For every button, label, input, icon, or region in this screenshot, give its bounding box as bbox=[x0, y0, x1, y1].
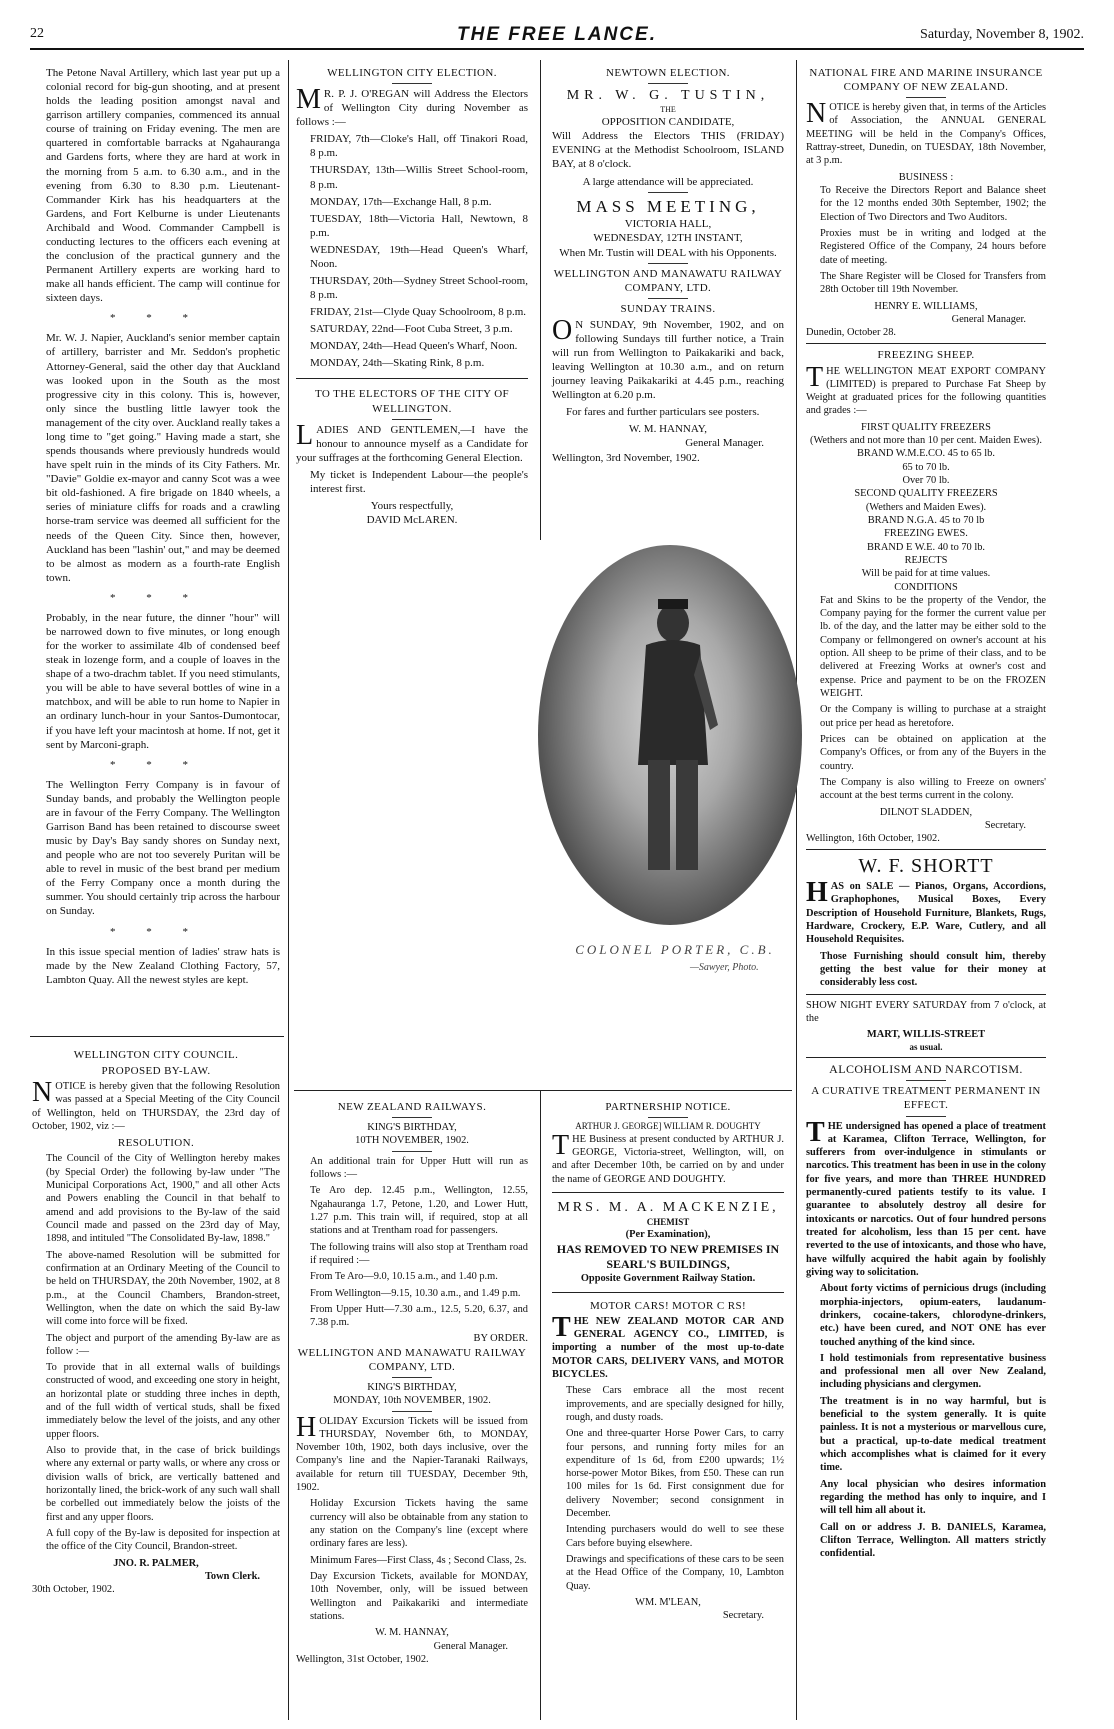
separator-stars: * * * bbox=[110, 591, 202, 604]
signatory-role: General Manager. bbox=[951, 313, 1026, 325]
schedule-item: TUESDAY, 18th—Victoria Hall, Newtown, 8 p.m. bbox=[310, 212, 528, 239]
partner-names: ARTHUR J. GEORGE] WILLIAM R. DOUGHTY bbox=[575, 1121, 761, 1132]
signatory-role: Secretary. bbox=[722, 1610, 764, 1622]
notice-title: WELLINGTON CITY COUNCIL. bbox=[73, 1049, 239, 1061]
grade-title: SECOND QUALITY FREEZERS bbox=[854, 488, 998, 500]
short-rule bbox=[392, 83, 432, 84]
notice-paragraph: The Share Register will be Closed for Transfers from 28th October till 19th November. bbox=[820, 270, 1046, 296]
grade-detail: 65 to 70 lb. bbox=[902, 461, 950, 473]
article-paragraph: Mr. W. J. Napier, Auckland's senior member captain of artillery, barrister and Mr. Seddon's prophetic Attorney-General, said the other day that Auckland was looked upon in the South as the most progressive city in this colony. This is, however, only since the bustling little lawyer took the management of the city over. Auckland really takes a long time to "get going." Having made a start, she spends thousands where previously hundreds would have spelt ruin in the minds of its City Fathers. Mr. "Davie" Goldie ex-mayor and canny Scot was a wee bit old-fashioned. A fire brigade on 1840 wheels, a series of miniature cliffs for roads and a crawling horse-tram service was deemed all sufficient for the needs of the Queen City. Since then, however, Auckland has been "lashin' out," and may be deemed to be almost as modern as a fourth-rate English town. bbox=[46, 332, 280, 584]
notice-paragraph: From Te Aro—9.0, 10.15 a.m., and 1.40 p.m. bbox=[310, 1271, 498, 1283]
grade-detail: BRAND E W.E. 40 to 70 lb. bbox=[866, 541, 986, 553]
signatory-role: Secretary. bbox=[984, 819, 1026, 831]
section-rule bbox=[552, 1192, 784, 1193]
notice-title: WELLINGTON CITY ELECTION. bbox=[327, 67, 497, 79]
partnership-notice bbox=[552, 1100, 784, 1623]
column-rule bbox=[540, 60, 541, 540]
notice-subtitle: 10TH NOVEMBER, 1902. bbox=[355, 1135, 469, 1147]
notice-date: 30th October, 1902. bbox=[32, 1584, 115, 1596]
venue: VICTORIA HALL, bbox=[624, 218, 712, 231]
short-rule bbox=[392, 419, 432, 420]
notice-date: Wellington, 3rd November, 1902. bbox=[552, 451, 700, 464]
grade-detail: Over 70 lb. bbox=[902, 475, 950, 487]
notice-title: NEWTOWN ELECTION. bbox=[606, 67, 730, 79]
notice-paragraph: The above-named Resolution will be submitted for confirmation at an Ordinary Meeting of the Council to be held on THURSDAY, the 20th November, 1902, at 8 p.m., at the Council Chambers, Brandon-street, Wellington, when the date on which the said By-law will come into force will be fixed. bbox=[46, 1249, 280, 1328]
notice-paragraph: MR. P. J. O'REGAN will Address the Electors of Wellington City during November as follows :— bbox=[296, 84, 528, 129]
notice-paragraph: NOTICE is hereby given that the following Resolution was passed at a Special Meeting of the City Council of Wellington, held on THURSDAY, the 23rd day of October, 1902, viz :— bbox=[32, 1077, 280, 1133]
notice-paragraph: About forty victims of pernicious drugs (including morphia-injectors, opium-eaters, laudanum-drinkers, cocaine-takers, chlorodyne-drinkers, etc.) have been cured, and NOT ONE has ever touched anything of the kind since. bbox=[820, 1283, 1046, 1348]
notice-paragraph: A full copy of the By-law is deposited for inspection at the office of the City Council, Brandon-street. bbox=[46, 1527, 280, 1553]
notice-paragraph: SHOW NIGHT EVERY SATURDAY from 7 o'clock, at the bbox=[806, 999, 1046, 1024]
notice-paragraph: From Upper Hutt—7.30 a.m., 12.5, 5.20, 6.37, and 7.38 p.m. bbox=[310, 1303, 528, 1329]
signatory: WM. M'LEAN, bbox=[635, 1596, 701, 1608]
grade-detail: (Wethers and not more than 10 per cent. Maiden Ewes). bbox=[809, 435, 1042, 447]
section-rule bbox=[806, 849, 1046, 850]
meeting-date: WEDNESDAY, 12TH INSTANT, bbox=[593, 232, 743, 245]
notice-paragraph: THE Business at present conducted by ARTHUR J. GEORGE, Victoria-street, Wellington, will, on and after December 10th, be carried on by and under the name of GEORGE AND DOUGHTY. bbox=[552, 1129, 784, 1185]
signatory-role: General Manager. bbox=[433, 1640, 508, 1652]
notice-paragraph: These Cars embrace all the most recent improvements, and are specially designed for hilly, rough, and dusty roads. bbox=[566, 1385, 784, 1423]
signatory: DAVID McLAREN. bbox=[366, 514, 458, 527]
closing: Yours respectfully, bbox=[370, 500, 454, 513]
short-rule bbox=[648, 1117, 688, 1118]
chemist-role: CHEMIST bbox=[646, 1216, 690, 1227]
notice-paragraph: To provide that in all external walls of buildings constructed of wood, and exceeding one story in height, an horizontal plate or studding three inches in depth, and of the full width of vertical studs, shall be fixed immediately below the level of the joists, and any other upper floors. bbox=[46, 1362, 280, 1440]
notice-paragraph: Call on or address J. B. DANIELS, Karamea, Clifton Terrace, Wellington. All matters strictly confidential. bbox=[820, 1521, 1046, 1560]
mart-address: MART, WILLIS-STREET bbox=[866, 1029, 986, 1041]
short-rule bbox=[392, 1151, 432, 1152]
notice-paragraph: Prices can be obtained on application at the Company's Offices, or from any of the Buyers in the country. bbox=[820, 733, 1046, 772]
candidate-name: MR. W. G. TUSTIN, bbox=[566, 88, 770, 104]
signatory: W. M. HANNAY, bbox=[375, 1627, 449, 1639]
notice-paragraph: Day Excursion Tickets, available for MONDAY, 10th November, only, will be issued between Wellington and Paikakariki and intermediate stations. bbox=[310, 1570, 528, 1622]
council-notice bbox=[32, 1048, 280, 1596]
mass-meeting-title: MASS MEETING, bbox=[576, 196, 760, 216]
chemist-name: MRS. M. A. MACKENZIE, bbox=[557, 1199, 779, 1215]
schedule-item: SATURDAY, 22nd—Foot Cuba Street, 3 p.m. bbox=[310, 323, 513, 336]
notice-date: Wellington, 31st October, 1902. bbox=[296, 1653, 429, 1665]
notice-paragraph: To Receive the Directors Report and Balance sheet for the 12 months ended 30th September, 1902; the Election of Two Directors and Two Auditors. bbox=[820, 185, 1046, 223]
notice-heading: BUSINESS : bbox=[898, 171, 954, 183]
signatory: W. M. HANNAY, bbox=[628, 423, 708, 436]
section-rule bbox=[296, 378, 528, 379]
column-adverts bbox=[806, 66, 1046, 1564]
notice-paragraph: The treatment is in no way harmful, but is beneficial to the system generally. It is quite painless. It is not a mysterious or marvellous cure, but a practical, up-to-date medical treatment which accomplishes what is claimed for it every time. bbox=[820, 1395, 1046, 1474]
grade-detail: (Wethers and Maiden Ewes). bbox=[865, 501, 987, 513]
schedule-item: FRIDAY, 21st—Clyde Quay Schoolroom, 8 p.m. bbox=[310, 306, 527, 319]
notice-subtitle: MONDAY, 10th NOVEMBER, 1902. bbox=[333, 1395, 491, 1407]
notice-paragraph: HAS on SALE — Pianos, Organs, Accordions, Graphophones, Musical Boxes, Every Description of Household Furniture, Blankets, Rugs, Hardware, Crockery, E.P. Ware, Cutlery, and all Household Requisites. bbox=[806, 877, 1046, 946]
notice-paragraph: Those Furnishing should consult him, thereby getting the best value for their money at considerably less cost. bbox=[820, 950, 1046, 989]
notice-paragraph: Intending purchasers would do well to see these Cars before buying elsewhere. bbox=[566, 1524, 784, 1549]
short-rule bbox=[392, 1377, 432, 1378]
notice-heading: RESOLUTION. bbox=[117, 1137, 195, 1150]
signatory: HENRY E. WILLIAMS, bbox=[874, 300, 978, 312]
chemist-moved: HAS REMOVED TO NEW PREMISES IN SEARL'S BUILDINGS, bbox=[556, 1241, 780, 1271]
page-number: 22 bbox=[30, 26, 44, 41]
notice-paragraph: Any local physician who desires information regarding the method has only to inquire, and I will tell him all about it. bbox=[820, 1478, 1046, 1517]
grade-detail: BRAND N.G.A. 45 to 70 lb bbox=[867, 514, 985, 526]
section-rule bbox=[806, 343, 1046, 344]
short-rule bbox=[906, 1116, 946, 1117]
notice-title: NATIONAL FIRE AND MARINE INSURANCE COMPANY OF NEW ZEALAND. bbox=[809, 67, 1043, 94]
notice-title: PARTNERSHIP NOTICE. bbox=[605, 1101, 731, 1113]
notice-paragraph: Or the Company is willing to purchase at a straight out price per head as heretofore. bbox=[820, 704, 1046, 729]
notice-paragraph: My ticket is Independent Labour—the people's interest first. bbox=[310, 468, 528, 495]
notice-paragraph: THE WELLINGTON MEAT EXPORT COMPANY (LIMITED) is prepared to Purchase Fat Sheep by Weight at graduated prices for the following quantities and grades :— bbox=[806, 361, 1046, 417]
section-rule bbox=[294, 1090, 792, 1091]
chemist-location: Opposite Government Railway Station. bbox=[580, 1273, 756, 1285]
notice-title: WELLINGTON AND MANAWATU RAILWAY COMPANY, LTD. bbox=[297, 1346, 527, 1373]
signatory-role: Town Clerk. bbox=[204, 1570, 260, 1582]
notice-paragraph: The Council of the City of Wellington hereby makes (by Special Order) the following by-law under "The Municipal Corporations Act, 1900," and all other Acts and Powers enabling the Council in that behalf to amend and add provisions to the By-law of the said Council made and passed on the 23rd day of May, 1898, and intituled "The Consolidated By-law, 1898." bbox=[46, 1153, 280, 1245]
notice-title: NEW ZEALAND RAILWAYS. bbox=[337, 1101, 487, 1113]
notice-paragraph: Also to provide that, in the case of brick buildings where any external or party walls, or where any cross or division walls of brick, are vertically battened and horizontally lined, the brick-work of any such wall shall be corbelled out immediately below the joists of the first and any upper floors. bbox=[46, 1445, 280, 1523]
signatory-role: General Manager. bbox=[685, 437, 764, 450]
short-rule bbox=[648, 83, 688, 84]
notice-paragraph: An additional train for Upper Hutt will run as follows :— bbox=[310, 1155, 528, 1181]
notice-paragraph: Te Aro dep. 12.45 p.m., Wellington, 12.55, Ngahauranga 1.7, Petone, 1.20, and Lower Hutt, 1.27 p.m. This train will, if required, stop at all stations and at Trentham road for passengers. bbox=[310, 1185, 528, 1237]
portrait-photo bbox=[538, 545, 802, 925]
chemist-exam: (Per Examination), bbox=[625, 1229, 711, 1241]
schedule-item: MONDAY, 24th—Skating Rink, 8 p.m. bbox=[310, 357, 485, 370]
issue-date: Saturday, November 8, 1902. bbox=[920, 27, 1084, 42]
notice-subtitle: KING'S BIRTHDAY, bbox=[367, 1122, 457, 1134]
schedule-item: FRIDAY, 7th—Cloke's Hall, off Tinakori Road, 8 p.m. bbox=[310, 133, 528, 160]
grade-title: FREEZING EWES. bbox=[884, 528, 968, 540]
short-rule bbox=[648, 298, 688, 299]
column-rule bbox=[288, 60, 289, 1720]
notice-paragraph: THE undersigned has opened a place of treatment at Karamea, Clifton Terrace, Wellington, for sufferers from over-indulgence in stimulants or narcotics. This treatment has been in use in the colony for five years, and more than THREE HUNDRED permanently-cured patients testify to its value. I guarantee to absolutely destroy all desire for intoxicants or narcotics. Out of four hundred persons treated for alcoholism, less than 15 per cent. have reverted to the use of intoxicants, and those who have, have wilfully acquired the habit again by foolishly giving way to solicitation. bbox=[806, 1116, 1046, 1278]
article-paragraph: In this issue special mention of ladies' straw hats is made by the New Zealand Clothing Factory, 57, Lambton Quay. All the newest styles are kept. bbox=[46, 945, 280, 986]
article-paragraph: The Wellington Ferry Company is in favour of Sunday bands, and probably the Wellington people are in favour of the Ferry Company. The Wellington Garrison Band has been retained to discourse sweet music by Day's Bay sandy shores on Sunday next, and people who are not too severely Puritan will be able to revel in music of the best brand per medium of the Ferry Company once a month during the summer. You should certainly trip across the harbour on Sunday. bbox=[46, 778, 280, 918]
grade-title: REJECTS bbox=[904, 554, 948, 566]
notice-paragraph: The following trains will also stop at Trentham road if required :— bbox=[310, 1241, 528, 1266]
short-rule bbox=[392, 1411, 432, 1412]
separator-stars: * * * bbox=[110, 312, 202, 325]
soldier-figure bbox=[618, 585, 728, 885]
notice-subtitle: SUNDAY TRAINS. bbox=[620, 302, 716, 315]
notice-paragraph: THE NEW ZEALAND MOTOR CAR AND GENERAL AGENCY CO., LIMITED, is importing a number of the most up-to-date MOTOR CARS, DELIVERY VANS, and MOTOR BICYCLES. bbox=[552, 1311, 784, 1380]
newtown-notice bbox=[552, 66, 784, 465]
notice-paragraph: NOTICE is hereby given that, in terms of the Articles of Association, the ANNUAL GENERAL MEETING will be held in the Company's Offices, Rattray-street, Dunedin, on TUESDAY, 18th November, at 3 p.m. bbox=[806, 98, 1046, 167]
notice-paragraph: ON SUNDAY, 9th November, 1902, and on following Sundays till further notice, a Train will run from Wellington to Paikakariki and back, leaving Wellington at 10.30 a.m., and on return journey leaving Paikakariki at 4.45 p.m., reaching Wellington at 6.20 p.m. bbox=[552, 314, 784, 402]
column-rule bbox=[796, 60, 797, 1720]
short-rule bbox=[648, 192, 688, 193]
separator-stars: * * * bbox=[110, 925, 202, 938]
candidate-role: OPPOSITION CANDIDATE, bbox=[601, 116, 735, 129]
notice-heading: CONDITIONS bbox=[894, 581, 958, 593]
photo-caption: COLONEL PORTER, C.B. bbox=[575, 942, 775, 957]
notice-paragraph: For fares and further particulars see posters. bbox=[566, 406, 760, 419]
schedule-item: THURSDAY, 20th—Sydney Street School-room, 8 p.m. bbox=[310, 275, 528, 302]
notice-subtitle: KING'S BIRTHDAY, bbox=[367, 1381, 457, 1393]
notice-subtitle: A CURATIVE TREATMENT PERMANENT IN EFFECT. bbox=[811, 1085, 1041, 1112]
mart-usual: as usual. bbox=[909, 1041, 943, 1052]
notice-date: Dunedin, October 28. bbox=[806, 327, 897, 339]
election-notice bbox=[296, 66, 528, 527]
nzr-notice bbox=[296, 1100, 528, 1666]
notice-date: Wellington, 16th October, 1902. bbox=[806, 833, 940, 845]
short-rule bbox=[906, 1080, 946, 1081]
section-rule bbox=[30, 1036, 284, 1037]
photo-credit: —Sawyer, Photo. bbox=[690, 962, 759, 973]
shortt-title: W. F. SHORTT bbox=[858, 855, 994, 878]
schedule-item: WEDNESDAY, 19th—Head Queen's Wharf, Noon. bbox=[310, 243, 528, 270]
notice-paragraph: When Mr. Tustin will DEAL with his Opponents. bbox=[559, 246, 777, 259]
notice-title: FREEZING SHEEP. bbox=[877, 349, 975, 362]
notice-paragraph: HOLIDAY Excursion Tickets will be issued from THURSDAY, November 6th, to MONDAY, November 10th, 1902, both days inclusive, over the Company's line and the Napier-Taranaki Railways, available for return till TUESDAY, December 9th, 1902. bbox=[296, 1411, 528, 1494]
notice-paragraph: Holiday Excursion Tickets having the same currency will also be obtainable from any station to any station on the Company's line (except where ordinary fares are less). bbox=[310, 1498, 528, 1550]
by-order: BY ORDER. bbox=[473, 1333, 528, 1345]
notice-paragraph: Fat and Skins to be the property of the Vendor, the Company paying for the former the current value per lb. of the day, and the latter may be either sold to the Company or fellmongered on owner's account at his option. All sheep to be prime of their class, and to be delivered at Freezing Works at owner's cost and expense. Price and payment to be on the FROZEN WEIGHT. bbox=[820, 594, 1046, 700]
notice-paragraph: Minimum Fares—First Class, 4s ; Second Class, 2s. bbox=[310, 1554, 527, 1566]
short-rule bbox=[906, 97, 946, 98]
notice-title: WELLINGTON AND MANAWATU RAILWAY COMPANY, LTD. bbox=[553, 267, 783, 294]
notice-the: THE bbox=[660, 104, 676, 114]
short-rule bbox=[648, 263, 688, 264]
notice-paragraph: One and three-quarter Horse Power Cars, to carry four persons, and running forty miles for an expenditure of 1s 6d, from £200 upwards; 1½ horse-power Motor Bikes, from £50. These can run 100 miles for 1s 6d. First consignment due for delivery November; second consignment in December. bbox=[566, 1428, 784, 1520]
masthead: THE FREE LANCE. bbox=[457, 24, 657, 45]
column-notes bbox=[32, 66, 280, 990]
notice-title: MOTOR CARS! MOTOR C RS! bbox=[589, 1299, 747, 1312]
notice-paragraph: From Wellington—9.15, 10.30 a.m., and 1.49 p.m. bbox=[310, 1287, 521, 1299]
grade-detail: Will be paid for at time values. bbox=[861, 568, 991, 580]
section-rule bbox=[552, 1292, 784, 1293]
grade-title: FIRST QUALITY FREEZERS bbox=[861, 421, 991, 433]
separator-stars: * * * bbox=[110, 758, 202, 771]
schedule-list bbox=[296, 132, 528, 370]
notice-paragraph: Drawings and specifications of these cars to be seen at the Head Office of the Company, 10, Lambton Quay. bbox=[566, 1554, 784, 1592]
page-header bbox=[30, 24, 1084, 50]
column-rule bbox=[540, 1090, 541, 1720]
schedule-item: MONDAY, 24th—Head Queen's Wharf, Noon. bbox=[310, 340, 518, 353]
notice-paragraph: The object and purport of the amending By-law are as follow :— bbox=[46, 1332, 280, 1357]
signatory: JNO. R. PALMER, bbox=[113, 1557, 199, 1569]
schedule-item: MONDAY, 17th—Exchange Hall, 8 p.m. bbox=[310, 195, 492, 208]
short-rule bbox=[392, 1117, 432, 1118]
notice-title: ALCOHOLISM AND NARCOTISM. bbox=[829, 1062, 1023, 1077]
notice-paragraph: LADIES AND GENTLEMEN,—I have the honour to announce myself as a Candidate for your suffrages at the forthcoming General Election. bbox=[296, 419, 528, 464]
section-rule bbox=[806, 1057, 1046, 1058]
article-paragraph: The Petone Naval Artillery, which last year put up a colonial record for big-gun shooting, and at present holds the leading position amongst naval and garrison artillery companies, commenced its annual course of training on Friday evening. The men are quartered in comfortable barracks at Ngahauranga and Gardens forts, where they are hard at work in the morning from 5 a.m. to 6.30 a.m., and in the evening from 6.30 to 8.30 p.m. Lieutenant-Commander Kirk has his headquarters at the Gardens, and Fort Kelburne is under Lieutenants Archibald and Wood. Commander Campbell is conducting lectures to the officers each evening at the conclusion of the practical gunnery and the Permanent Artillery experts are working hard to make all hands efficient. The camp will continue for sixteen days. bbox=[46, 67, 280, 305]
grade-detail: BRAND W.M.E.CO. 45 to 65 lb. bbox=[857, 448, 995, 460]
notice-paragraph: The Company is also willing to Freeze on owners' account at the best terms current in the colony. bbox=[820, 776, 1046, 802]
notice-paragraph: Will Address the Electors THIS (FRIDAY) EVENING at the Methodist Schoolroom, ISLAND BAY, at 8 o'clock. bbox=[552, 130, 784, 171]
notice-title: TO THE ELECTORS OF THE CITY OF WELLINGTON. bbox=[314, 388, 510, 415]
notice-paragraph: I hold testimonials from representative business and professional men all over New Zealand, including physicians and clergymen. bbox=[820, 1352, 1046, 1391]
schedule-item: THURSDAY, 13th—Willis Street School-room, 8 p.m. bbox=[310, 164, 528, 191]
section-rule bbox=[806, 994, 1046, 995]
notice-paragraph: A large attendance will be appreciated. bbox=[582, 175, 754, 188]
signatory: DILNOT SLADDEN, bbox=[879, 806, 973, 818]
article-paragraph: Probably, in the near future, the dinner "hour" will be narrowed down to five minutes, or long enough for the worker to assimilate 4lb of condensed beef steak in lozenge form, and a couple of loaves in the shape of a two-drachm tablet. If you need stimulants, you will be able to have several bottles of wine in a matchbox, and will be able to run home to Napier in an ordinary lunch-hour in your Santos-Dumontocar, if you have left your macintosh at home. If not, get it sent by Marconi-graph. bbox=[46, 611, 280, 751]
notice-paragraph: Proxies must be in writing and lodged at the Registered Office of the Company, 24 hours before date of meeting. bbox=[820, 227, 1046, 266]
notice-subtitle: PROPOSED BY-LAW. bbox=[101, 1065, 211, 1078]
